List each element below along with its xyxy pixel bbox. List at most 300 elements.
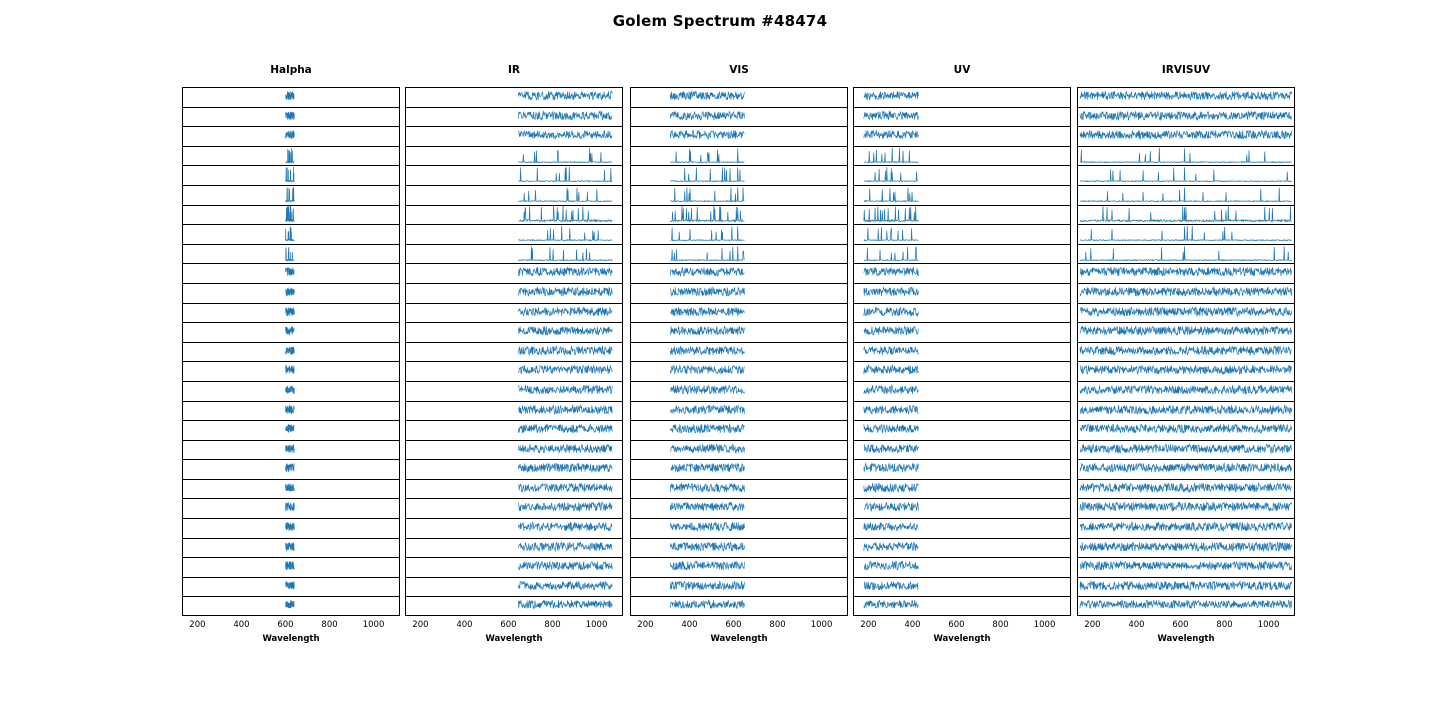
column-title: IR [508,64,520,76]
spectrum-panel [853,342,1071,362]
spectrum-panel [630,283,848,303]
spectrum-panel [182,361,400,381]
spectrum-trace [1078,558,1294,577]
spectrum-trace [183,539,399,558]
spectrum-trace [1078,597,1294,615]
spectrum-trace [854,382,1070,401]
y-tick-label [182,315,183,322]
spectrum-panel [630,381,848,401]
spectrum-trace [1078,499,1294,518]
spectrum-panel [182,244,400,264]
y-tick-label [182,452,183,459]
spectrum-panel [1077,303,1295,323]
y-tick-label [182,158,183,165]
x-tick-label: 800 [992,620,1009,631]
spectrum-trace [631,558,847,577]
y-tick-label [182,480,183,488]
x-tick-label: 1000 [585,620,608,631]
spectrum-trace [854,206,1070,225]
y-tick-label [182,526,183,534]
spectrum-trace [854,499,1070,518]
spectrum-panel [630,342,848,362]
spectrum-panel [182,87,400,107]
spectrum-trace [631,519,847,538]
spectrum-panel [182,596,400,616]
y-tick-label [182,198,183,205]
spectrum-panel [182,322,400,342]
spectrum-panel [182,224,400,244]
x-tick-label: 200 [860,620,877,631]
spectrum-panel [630,303,848,323]
spectrum-panel [853,577,1071,597]
spectrum-panel [405,459,623,479]
y-tick-label [182,374,183,381]
spectrum-trace [631,108,847,127]
spectrum-trace [406,343,622,362]
y-tick-label [182,226,183,234]
spectrum-trace [1078,245,1294,264]
spectrum-trace [1078,166,1294,185]
x-tick-label: 400 [904,620,921,631]
spectrum-panel [853,146,1071,166]
y-tick-label [182,206,183,214]
x-tick-label: 1000 [1033,620,1056,631]
spectrum-panel [405,381,623,401]
spectrum-panel [853,244,1071,264]
spectrum-panel [405,479,623,499]
spectrum-panel [405,205,623,225]
spectrum-trace [854,284,1070,303]
spectrum-panel [182,303,400,323]
spectrum-panel [405,303,623,323]
spectrum-trace [1078,480,1294,499]
spectrum-trace [406,480,622,499]
spectrum-trace [406,245,622,264]
spectrum-trace [631,402,847,421]
spectrum-panel [1077,498,1295,518]
spectrum-panel [630,577,848,597]
spectrum-panel [853,479,1071,499]
x-tick-label: 600 [948,620,965,631]
spectrum-trace [406,558,622,577]
spectrum-trace [1078,578,1294,597]
column-panels [1077,87,1295,616]
spectrum-panel [853,440,1071,460]
spectrum-trace [406,421,622,440]
spectrum-trace [854,558,1070,577]
spectrum-trace [406,166,622,185]
spectrum-trace [854,441,1070,460]
spectrum-panel [853,322,1071,342]
spectrum-trace [854,245,1070,264]
spectrum-trace [631,578,847,597]
y-tick-label [182,550,183,557]
spectrum-panel [182,263,400,283]
spectrum-panel [630,244,848,264]
spectrum-trace [631,441,847,460]
spectrum-trace [631,264,847,283]
spectrum-panel [630,185,848,205]
spectrum-panel [853,381,1071,401]
y-tick-label [182,350,183,358]
spectrum-trace [631,362,847,381]
spectrum-trace [1078,186,1294,205]
x-tick-label: 400 [233,620,250,631]
spectrum-trace [1078,382,1294,401]
spectrum-trace [406,264,622,283]
spectrum-panel [630,420,848,440]
spectrum-trace [183,147,399,166]
spectrum-trace [406,88,622,107]
spectrum-panel [182,185,400,205]
y-tick-label [182,422,183,430]
column-title: UV [953,64,971,76]
spectrum-panel [405,185,623,205]
spectrum-trace [406,382,622,401]
spectrum-trace [631,460,847,479]
spectrum-trace [854,343,1070,362]
spectrum-panel [630,322,848,342]
spectrum-panel [630,596,848,616]
spectrum-panel [182,440,400,460]
y-tick-label [182,256,183,263]
y-tick-label [182,147,183,155]
spectrum-trace [406,186,622,205]
spectrum-trace [183,264,399,283]
spectrum-panel [1077,577,1295,597]
y-tick-label [182,604,183,612]
spectrum-trace [631,206,847,225]
spectrum-trace [1078,264,1294,283]
spectrum-trace [854,362,1070,381]
x-tick-label: 600 [500,620,517,631]
spectrum-panel [405,244,623,264]
spectrum-trace [406,225,622,244]
spectrum-trace [854,225,1070,244]
spectrum-trace [631,166,847,185]
column-panels [405,87,623,616]
spectrum-panel [630,518,848,538]
spectrum-trace [854,108,1070,127]
spectrum-panel [405,361,623,381]
column-title: VIS [729,64,749,76]
spectrum-trace [631,323,847,342]
x-axis-label: Wavelength [1157,634,1215,645]
spectrum-panel [405,518,623,538]
spectrum-trace [854,421,1070,440]
spectrum-panel [853,498,1071,518]
spectrum-trace [406,441,622,460]
spectrum-panel [853,263,1071,283]
x-axis-label: Wavelength [933,634,991,645]
spectrum-panel [1077,185,1295,205]
spectrum-panel [405,557,623,577]
spectrum-panel [630,479,848,499]
spectrum-panel [182,420,400,440]
spectrum-panel [630,440,848,460]
spectrum-panel [182,107,400,127]
spectrum-panel [1077,126,1295,146]
column-title: IRVISUV [1161,64,1211,76]
spectrum-trace [1078,225,1294,244]
x-tick-label: 200 [189,620,206,631]
spectrum-trace [1078,460,1294,479]
y-tick-label [182,382,183,390]
spectrum-panel [853,165,1071,185]
spectrum-panel [853,224,1071,244]
spectrum-panel [182,283,400,303]
spectrum-trace [183,225,399,244]
spectrum-trace [631,539,847,558]
spectrum-panel [630,126,848,146]
spectrum-panel [853,205,1071,225]
spectrum-panel [630,87,848,107]
spectrum-trace [406,147,622,166]
spectrum-trace [406,519,622,538]
spectrum-trace [631,186,847,205]
y-tick-label [182,570,183,577]
spectrum-trace [631,225,847,244]
spectrum-panel [1077,479,1295,499]
spectrum-panel [853,126,1071,146]
spectrum-trace [854,539,1070,558]
spectrum-panel [630,498,848,518]
y-tick-label [182,167,183,175]
spectrum-panel [405,263,623,283]
spectrum-panel [853,401,1071,421]
spectrum-panel [1077,107,1295,127]
x-axis [630,616,848,650]
y-tick-label [182,393,183,400]
spectrum-panel [182,557,400,577]
spectrum-panel [405,401,623,421]
x-tick-label: 400 [681,620,698,631]
spectrum-panel [1077,440,1295,460]
spectrum-trace [1078,519,1294,538]
x-tick-label: 600 [277,620,294,631]
spectrum-trace [631,304,847,323]
spectrum-trace [631,382,847,401]
spectrum-trace [183,382,399,401]
spectrum-trace [183,362,399,381]
spectrum-panel [405,126,623,146]
spectrum-trace [1078,421,1294,440]
spectrum-panel [405,596,623,616]
spectrum-panel [1077,205,1295,225]
spectrum-panel [182,498,400,518]
spectrum-panel [853,107,1071,127]
spectrum-panel [1077,263,1295,283]
spectrum-trace [854,597,1070,615]
spectrum-trace [183,519,399,538]
y-tick-label [182,291,183,299]
spectrum-trace [1078,108,1294,127]
spectrum-trace [183,480,399,499]
spectrum-panel [853,87,1071,107]
y-tick-label [182,217,183,224]
spectrum-trace [406,460,622,479]
spectrum-panel [405,577,623,597]
spectrum-trace [1078,402,1294,421]
spectrum-panel [182,459,400,479]
spectrum-trace [406,323,622,342]
spectrum-trace [406,362,622,381]
spectrum-trace [854,147,1070,166]
y-tick-label [182,441,183,449]
spectrum-trace [1078,206,1294,225]
spectrum-panel [405,283,623,303]
spectrum-trace [631,480,847,499]
spectrum-trace [406,304,622,323]
spectrum-panel [405,440,623,460]
spectrum-panel [630,263,848,283]
y-tick-label [182,511,183,518]
spectrum-panel [405,224,623,244]
spectrum-panel [182,401,400,421]
y-tick-label [182,265,183,273]
spectrum-trace [406,578,622,597]
y-tick-label [182,491,183,498]
y-tick-label [182,119,183,126]
spectrum-trace [1078,343,1294,362]
spectrum-panel [630,557,848,577]
spectrum-panel [405,420,623,440]
y-tick-label [182,467,183,475]
spectrum-trace [183,499,399,518]
spectrum-panel [405,538,623,558]
spectrum-trace [1078,88,1294,107]
x-tick-label: 800 [321,620,338,631]
spectrum-trace [406,127,622,146]
y-tick-label [182,187,183,195]
spectrum-trace [854,88,1070,107]
spectrum-trace [183,127,399,146]
spectrum-trace [631,147,847,166]
spectrum-trace [631,499,847,518]
x-axis [182,616,400,650]
spectrum-panel [630,538,848,558]
spectrum-trace [631,127,847,146]
spectrum-panel [853,361,1071,381]
y-tick-label [182,324,183,332]
spectrum-panel [853,303,1071,323]
spectrum-trace [631,245,847,264]
spectrum-panel [630,224,848,244]
spectrum-panel [405,165,623,185]
spectrum-panel [853,283,1071,303]
spectrum-trace [854,519,1070,538]
x-axis-label: Wavelength [485,634,543,645]
spectrum-trace [854,460,1070,479]
spectrum-trace [183,88,399,107]
spectrum-panel [182,577,400,597]
y-tick-label [182,276,183,283]
spectrum-trace [183,441,399,460]
spectrum-panel [853,596,1071,616]
spectrum-trace [406,284,622,303]
spectrum-panel [853,538,1071,558]
figure-title: Golem Spectrum #48474 [612,12,828,30]
spectrum-panel [1077,322,1295,342]
spectrum-trace [406,402,622,421]
x-axis [853,616,1071,650]
spectrum-panel [630,459,848,479]
x-axis [405,616,623,650]
spectrum-trace [631,343,847,362]
y-tick-label [182,335,183,342]
spectrum-panel [405,498,623,518]
spectrum-panel [182,146,400,166]
spectrum-panel [1077,361,1295,381]
y-tick-label [182,128,183,136]
y-tick-label [182,539,183,547]
spectrum-panel [1077,538,1295,558]
spectrum-panel [182,126,400,146]
spectrum-trace [1078,362,1294,381]
spectrum-trace [183,558,399,577]
column-title: Halpha [270,64,312,76]
x-tick-label: 1000 [810,620,833,631]
spectrum-trace [183,166,399,185]
x-tick-label: 800 [769,620,786,631]
spectrum-trace [183,284,399,303]
y-tick-label [182,409,183,417]
spectrum-trace [1078,147,1294,166]
spectrum-trace [183,402,399,421]
spectrum-panel [1077,165,1295,185]
spectrum-trace [854,304,1070,323]
spectrum-trace [854,264,1070,283]
spectrum-trace [183,343,399,362]
spectrum-panel [853,185,1071,205]
x-tick-label: 800 [1216,620,1233,631]
spectrum-trace [854,166,1070,185]
spectrum-panel [182,342,400,362]
spectrum-panel [1077,557,1295,577]
x-axis-label: Wavelength [710,634,768,645]
spectrum-trace [854,578,1070,597]
spectrum-trace [406,597,622,615]
spectrum-trace [631,597,847,615]
x-tick-label: 200 [1084,620,1101,631]
spectrum-trace [183,245,399,264]
y-tick-label [182,237,183,244]
spectrum-panel [182,165,400,185]
x-tick-label: 400 [456,620,473,631]
spectrum-panel [630,361,848,381]
spectrum-panel [182,538,400,558]
spectrum-trace [1078,441,1294,460]
spectrum-trace [1078,304,1294,323]
y-tick-label [182,585,183,593]
spectrum-trace [406,108,622,127]
spectrum-trace [406,539,622,558]
x-axis-label: Wavelength [262,634,320,645]
y-tick-label [182,500,183,508]
spectrum-trace [854,186,1070,205]
spectrum-trace [854,480,1070,499]
spectrum-trace [854,402,1070,421]
spectrum-trace [183,108,399,127]
x-tick-label: 400 [1128,620,1145,631]
spectrum-trace [631,88,847,107]
spectrum-panel [182,205,400,225]
spectrum-trace [183,186,399,205]
spectrum-panel [1077,224,1295,244]
x-tick-label: 600 [1172,620,1189,631]
spectrum-trace [183,304,399,323]
spectrum-panel [405,146,623,166]
